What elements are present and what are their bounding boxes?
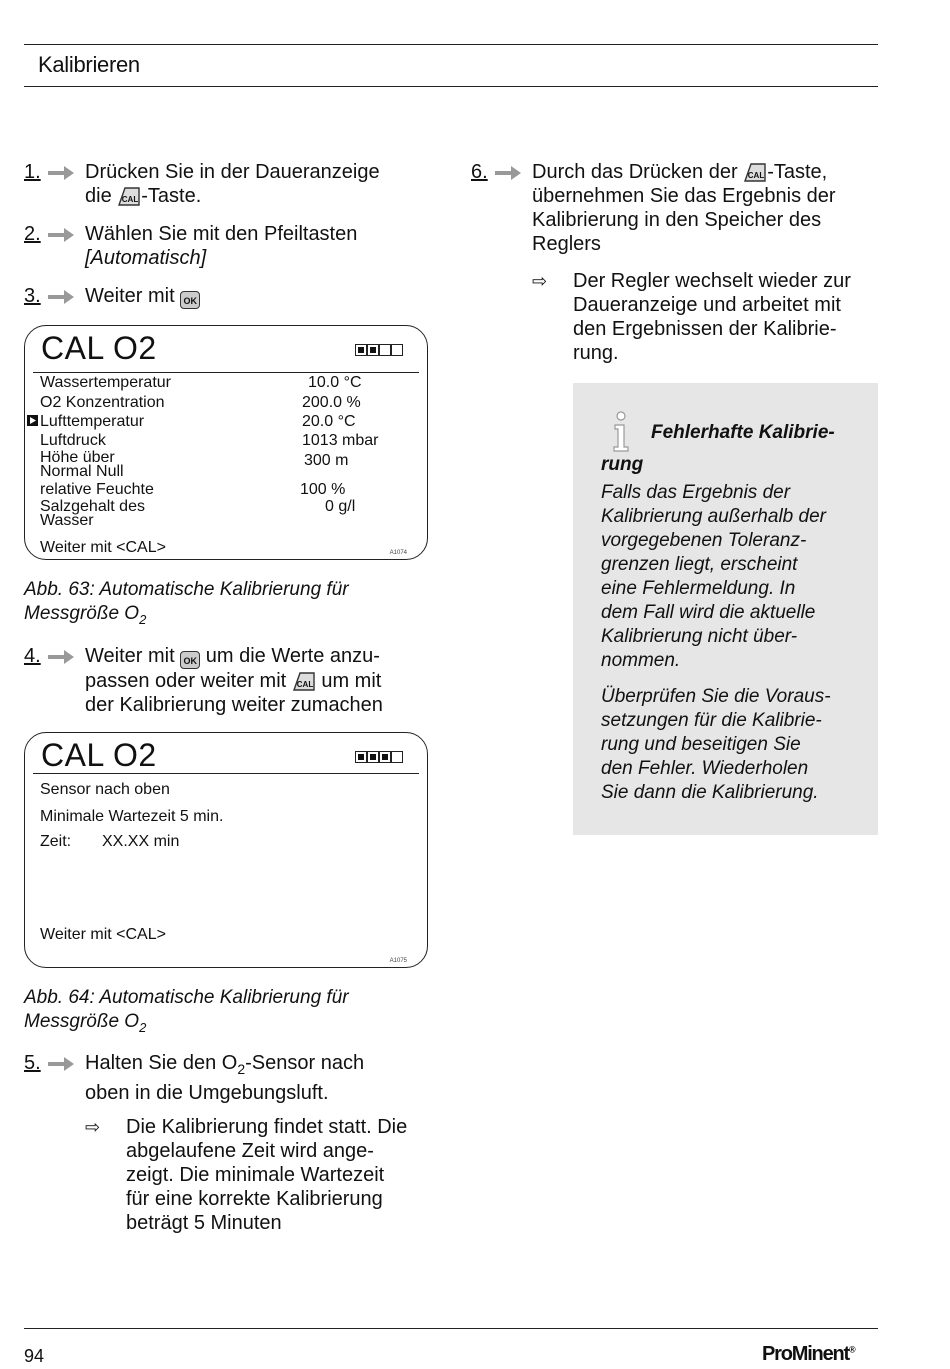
note-line: grenzen liegt, erscheint [601,554,798,575]
progress-box [379,344,391,356]
step-number: 5. [24,1052,41,1074]
display-divider [33,773,419,774]
caption-line: Messgröße O [24,1011,140,1032]
step-text-line: Kalibrierung in den Speicher des [532,209,822,231]
selection-cursor-icon [27,415,38,426]
step-text-line: die [85,185,112,207]
footer-rule [24,1328,878,1329]
step-2 [24,222,444,272]
note-line: nommen. [601,650,681,671]
note-line: dem Fall wird die aktuelle [601,602,816,623]
note-line: setzungen für die Kalibrie- [601,710,822,731]
step-number: 1. [24,161,41,183]
progress-box [355,344,367,356]
result-line: zeigt. Die minimale Wartezeit [126,1164,385,1186]
result-line: rung. [573,342,619,364]
row-label: Wassertemperatur [40,374,171,391]
brand-name: ProMinent [762,1343,849,1365]
note-line: eine Fehlermeldung. In [601,578,796,599]
row-label: Lufttemperatur [40,413,145,430]
header-top-rule [24,44,878,45]
step-number: 6. [471,161,488,183]
caption-line: Abb. 64: Automatische Kalibrierung für [24,987,349,1008]
progress-box [379,751,391,763]
cal-key-icon [292,671,316,691]
step-5 [24,1051,444,1104]
result-line: den Ergebnissen der Kalibrie- [573,318,837,340]
row-label: Salzgehalt des [40,498,145,515]
display-title: CAL O2 [41,737,157,773]
progress-box [367,751,379,763]
time-label: Zeit: [40,833,72,850]
figure-code: A1074 [389,550,407,556]
step-4 [24,644,444,718]
result-arrow-icon: ⇨ [85,1117,101,1137]
cal-key-icon [743,162,767,182]
caption-line: Abb. 63: Automatische Kalibrierung für [24,579,349,600]
step-text-line: Weiter mit [85,285,175,307]
note-line: Falls das Ergebnis der [601,482,791,503]
row-label: Höhe über [40,449,115,466]
row-label: Luftdruck [40,432,106,449]
ok-key-icon: OK [180,651,200,669]
row-value: 200.0 % [302,394,361,411]
step-number: 3. [24,285,41,307]
display-line: Sensor nach oben [40,781,170,798]
step-arrow-icon [48,650,74,664]
step-text-line: -Taste, [767,161,828,183]
info-note [573,383,878,835]
display-footer: Weiter mit <CAL> [40,926,166,943]
result-line: für eine korrekte Kalibrierung [126,1188,383,1210]
result-5 [85,1115,445,1239]
page-title: Kalibrieren [38,52,140,77]
figure-caption-63 [24,578,349,632]
caption-line: Messgröße O [24,603,140,624]
note-line: Überprüfen Sie die Voraus- [601,686,831,707]
cal-key-icon [117,186,141,206]
step-text-line: -Taste. [141,185,202,207]
display-divider [33,372,419,373]
controller-display-1 [24,325,428,560]
step-text-line: Weiter mit [85,645,175,667]
progress-box [391,751,403,763]
step-text-line: Reglers [532,233,601,255]
ok-key-icon: OK [180,291,200,309]
step-1 [24,160,444,210]
caption-subscript: 2 [139,1019,147,1035]
result-line: Die Kalibrierung findet statt. Die [126,1116,408,1138]
progress-indicator [355,751,403,763]
step-text-line: Durch das Drücken der [532,161,738,183]
note-title: Fehlerhafte Kalibrie-rung [601,422,835,475]
note-paragraph-1 [601,481,871,673]
display-title: CAL O2 [41,330,157,366]
header-bottom-rule [24,86,878,87]
note-line: Kalibrierung außerhalb der [601,506,826,527]
row-value: 300 m [304,452,349,469]
step-text-line: -Sensor nach [245,1052,365,1074]
row-value: 10.0 °C [308,374,362,391]
controller-display-2 [24,732,428,968]
row-label: Wasser [40,512,94,529]
progress-box [391,344,403,356]
brand-logo [762,1343,854,1366]
row-value: 100 % [300,481,346,498]
row-value: 1013 mbar [302,432,379,449]
page-number: 94 [24,1346,45,1366]
note-line: Sie dann die Kalibrierung. [601,782,819,803]
row-label: relative Feuchte [40,481,154,498]
step-subscript: 2 [237,1061,246,1077]
result-line: Der Regler wechselt wieder zur [573,270,851,292]
step-text-line: Drücken Sie in der Daueranzeige [85,161,380,183]
result-line: Daueranzeige und arbeitet mit [573,294,841,316]
time-value: XX.XX min [102,833,180,850]
result-arrow-icon: ⇨ [532,271,548,291]
result-line: beträgt 5 Minuten [126,1212,282,1234]
step-text-line: um mit [321,670,382,692]
progress-box [367,344,379,356]
progress-indicator [355,344,403,356]
result-6 [532,269,882,369]
note-line: vorgegebenen Toleranz- [601,530,807,551]
step-text-line: Wählen Sie mit den Pfeiltasten [85,223,358,245]
step-arrow-icon [48,228,74,242]
step-arrow-icon [495,166,521,180]
step-number: 2. [24,223,41,245]
step-arrow-icon [48,166,74,180]
step-3 [24,284,444,310]
progress-box [355,751,367,763]
step-arrow-icon [48,290,74,304]
step-arrow-icon [48,1057,74,1071]
display-footer: Weiter mit <CAL> [40,539,166,556]
step-text-line: Halten Sie den O [85,1052,238,1074]
step-text-line: der Kalibrierung weiter zumachen [85,694,383,716]
row-value: 20.0 °C [302,413,356,430]
row-label: Normal Null [40,463,124,480]
result-line: abgelaufene Zeit wird ange- [126,1140,374,1162]
note-line: den Fehler. Wiederholen [601,758,809,779]
note-line: Kalibrierung nicht über- [601,626,798,647]
brand-trademark: ® [848,1344,855,1355]
note-paragraph-2 [601,685,871,805]
step-text-line: passen oder weiter mit [85,670,287,692]
step-text-line: oben in die Umgebungsluft. [85,1082,329,1104]
display-line: Minimale Wartezeit 5 min. [40,808,224,825]
step-text-line: um die Werte anzu- [205,645,380,667]
note-line: rung und beseitigen Sie [601,734,801,755]
row-label: O2 Konzentration [40,394,165,411]
menu-option-automatisch: [Automatisch] [85,247,207,269]
step-text-line: übernehmen Sie das Ergebnis der [532,185,836,207]
row-value: 0 g/l [325,498,356,515]
figure-caption-64 [24,986,349,1040]
step-number: 4. [24,645,41,667]
caption-subscript: 2 [139,611,147,627]
step-6 [471,160,891,260]
figure-code: A1075 [389,958,407,964]
